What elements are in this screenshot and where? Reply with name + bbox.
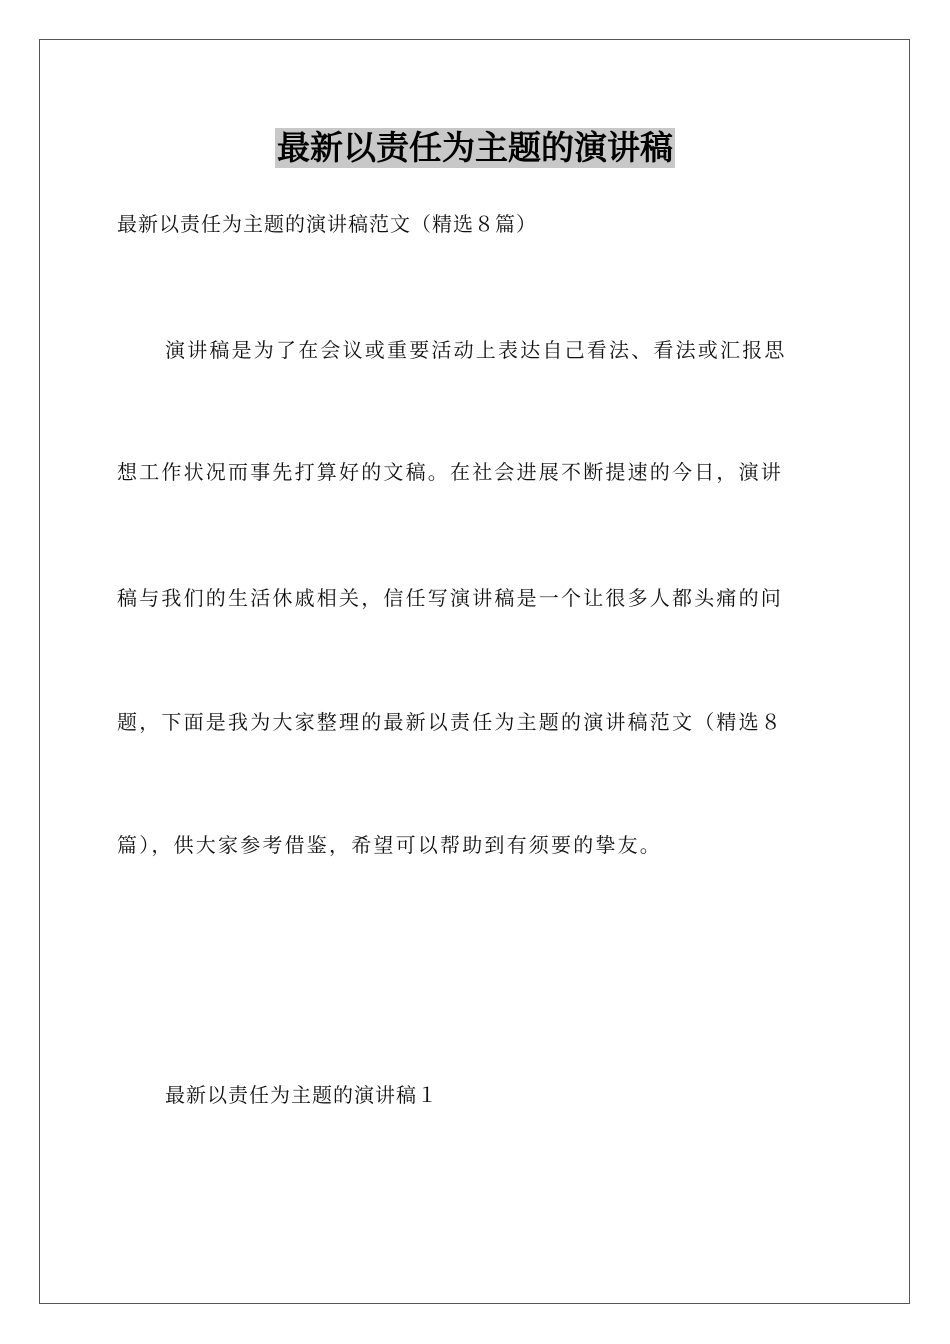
paragraph-line-1: 演讲稿是为了在会议或重要活动上表达自己看法、看法或汇报思 <box>165 338 787 362</box>
title-container <box>0 128 950 168</box>
section-heading: 最新以责任为主题的演讲稿１ <box>165 1083 438 1107</box>
paragraph-line-3: 稿与我们的生活休戚相关，信任写演讲稿是一个让很多人都头痛的问 <box>117 586 783 610</box>
paragraph-line-4: 题，下面是我为大家整理的最新以责任为主题的演讲稿范文（精选８ <box>117 710 783 734</box>
paragraph-line-5: 篇），供大家参考借鉴，希望可以帮助到有须要的挚友。 <box>117 833 662 857</box>
paragraph-line-2: 想工作状况而事先打算好的文稿。在社会进展不断提速的今日，演讲 <box>117 460 783 484</box>
document-title: 最新以责任为主题的演讲稿 <box>277 128 673 167</box>
document-subtitle: 最新以责任为主题的演讲稿范文（精选８篇） <box>117 212 537 236</box>
